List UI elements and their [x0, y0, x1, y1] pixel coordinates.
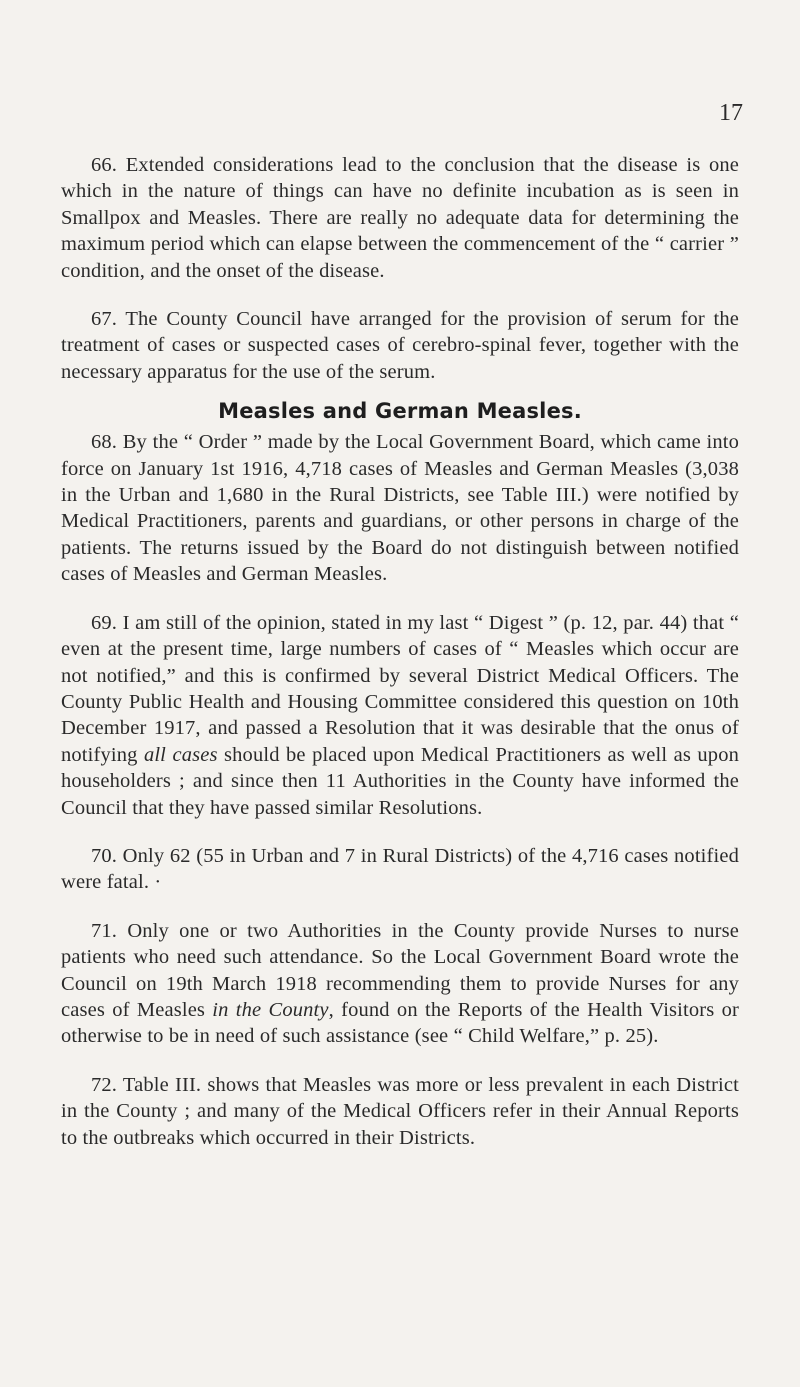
paragraph-text: Only one or two Authorities in the County provide Nurses to nurse patients who need such attendance. So the Local Government Board wrote the Council on 19th March 1918 recommending them to provide Nurses for any cases of Measles	[61, 919, 739, 1021]
paragraph-number: 72.	[91, 1073, 118, 1096]
paragraph-text: should be placed upon Medical Practitioners as well as upon householders ; and since then 11 Authorities in the County have informed the Council that they have passed similar Resolutions.	[61, 743, 739, 819]
page-number: 17	[719, 100, 743, 126]
emphasis-text: all cases	[143, 743, 218, 766]
paragraph-70	[61, 843, 739, 896]
paragraph-number: 67.	[91, 308, 118, 331]
paragraph-number: 71.	[91, 919, 118, 942]
paragraph-text: The County Council have arranged for the provision of serum for the treatment of cases or suspected cases of cerebro-spinal fever, together with the necessary apparatus for the use of the serum.	[61, 308, 739, 383]
paragraph-66	[61, 152, 739, 284]
emphasis-text: in the County	[212, 998, 329, 1021]
paragraph-69	[61, 610, 739, 821]
paragraph-text: I am still of the opinion, stated in my last “ Digest ” (p. 12, par. 44) that “ even at the present time, large numbers of cases of “ Measles which occur are not notified,” and this is confirmed by several District Medical Officers. The County Public Health and Housing Committee considered this question on 10th December 1917, and passed a Resolution that it was desirable that the onus of notifying	[61, 611, 739, 766]
paragraph-number: 68.	[91, 431, 118, 454]
paragraph-number: 69.	[91, 611, 118, 634]
paragraph-68	[61, 429, 739, 587]
paragraph-number: 66.	[91, 154, 118, 176]
paragraph-71	[61, 918, 739, 1050]
paragraph-72	[61, 1072, 739, 1151]
page-content	[61, 152, 739, 1173]
paragraph-text: By the “ Order ” made by the Local Government Board, which came into force on January 1st 1916, 4,718 cases of Measles and German Measles (3,038 in the Urban and 1,680 in the Rural Districts, see Table III.) were notified by Medical Practitioners, parents and guardians, or other persons in charge of the patients. The returns issued by the Board do not distinguish between notified cases of Measles and German Measles.	[61, 431, 739, 586]
paragraph-67	[61, 306, 739, 385]
paragraph-text: Table III. shows that Measles was more or less prevalent in each District in the County ; and many of the Medical Officers refer in their Annual Reports to the outbreaks which occurred in their Districts.	[61, 1073, 739, 1149]
paragraph-number: 70.	[91, 844, 118, 867]
paragraph-text: Only 62 (55 in Urban and 7 in Rural Districts) of the 4,716 cases notified were fatal. ·	[61, 844, 739, 894]
paragraph-text: Extended considerations lead to the conclusion that the disease is one which in the nature of things can have no definite incubation as is seen in Smallpox and Measles. There are really no adequate data for determining the maximum period which can elapse between the commencement of the “ carrier ” condition, and the onset of the disease.	[61, 154, 739, 282]
paragraph-text: , found on the Reports of the Health Visitors or otherwise to be in need of such assistance (see “ Child Welfare,” p. 25).	[61, 998, 739, 1048]
section-heading: Measles and German Measles.	[218, 399, 582, 424]
